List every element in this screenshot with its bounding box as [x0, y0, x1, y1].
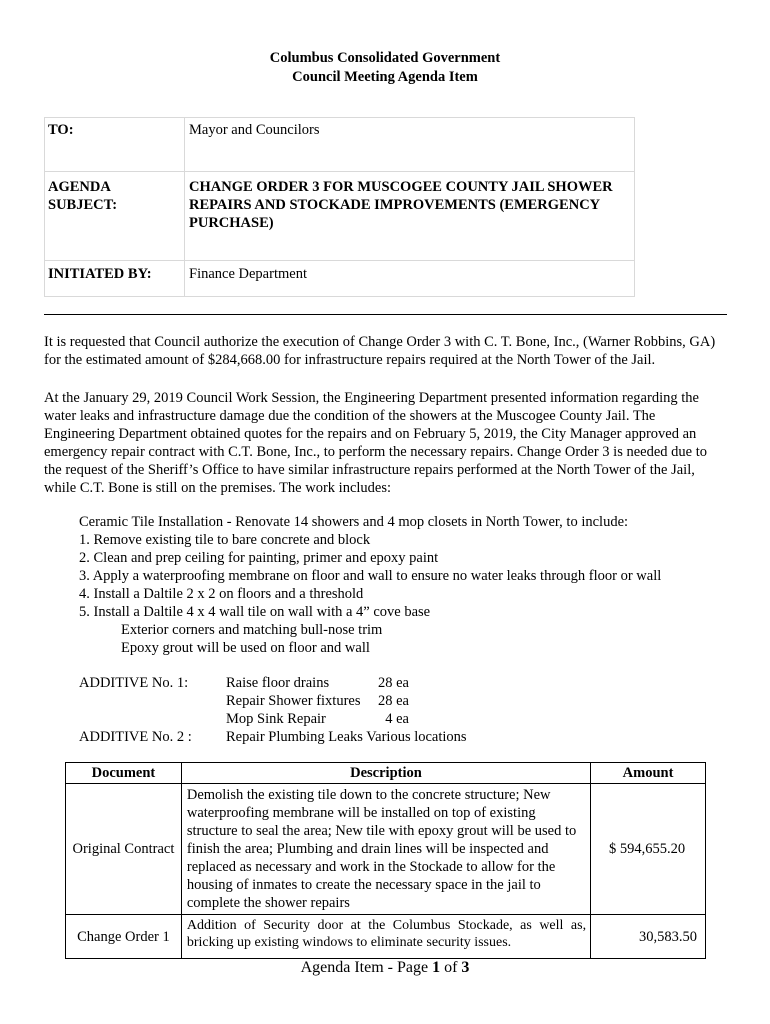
table-row [66, 784, 706, 915]
list-item: 5. Install a Daltile 4 x 4 wall tile on wall with a 4” cove base [79, 604, 431, 620]
row-description: Addition of Security door at the Columbus Stockade, as well as, bricking up existing windows to eliminate security issues. [181, 915, 590, 959]
footer-page-total: 3 [461, 959, 470, 976]
info-row-subject [45, 172, 635, 261]
additive-item-qty: 28 ea [378, 693, 409, 709]
page-footer [0, 958, 770, 978]
additive-1-label: ADDITIVE No. 1: [79, 675, 189, 691]
background-paragraph: At the January 29, 2019 Council Work Session, the Engineering Department presented information regarding the water leaks and infrastructure damage due the condition of the showers at the Muscogee County Jail. The Engineering Department obtained quotes for the repairs and on February 5, 2019, the City Manager approved an emergency repair contract with C.T. Bone, Inc., to perform the necessary repairs. Change Order 3 is needed due to the request of the Sheriff’s Office to have similar infrastructure repairs performed at the North Tower of the Jail, while C.T. Bone is still on the premises. The work includes: [44, 390, 707, 496]
header-description: Description [181, 763, 590, 784]
row-document: Original Contract [66, 784, 182, 915]
cost-table-header [66, 763, 706, 784]
row-description: Demolish the existing tile down to the concrete structure; New waterproofing membrane will be installed on top of existing structure to seal the area; New tile with epoxy grout will be used to finish the area; Plumbing and drain lines will be inspected and replaced as necessary and work in the Stockade to allow for the housing of inmates to create the necessary space in the jail to complete the shower repairs [181, 784, 590, 915]
header-document: Document [66, 763, 182, 784]
document-subtitle: Council Meeting Agenda Item [292, 69, 478, 85]
additive-item-name: Mop Sink Repair [226, 711, 326, 727]
row-amount: $ 594,655.20 [591, 784, 706, 915]
subject-value: CHANGE ORDER 3 FOR MUSCOGEE COUNTY JAIL SHOWER REPAIRS AND STOCKADE IMPROVEMENTS (EMERGENCY PURCHASE) [185, 172, 635, 261]
subject-label: AGENDA SUBJECT: [45, 172, 185, 261]
list-item: 2. Clean and prep ceiling for painting, primer and epoxy paint [79, 550, 439, 566]
list-item: 1. Remove existing tile to bare concrete and block [79, 532, 371, 548]
initiated-label: INITIATED BY: [45, 261, 185, 297]
additive-2-label: ADDITIVE No. 2 : [79, 729, 192, 745]
header-amount: Amount [591, 763, 706, 784]
list-item: 3. Apply a waterproofing membrane on floor and wall to ensure no water leaks through floor or wall [79, 568, 662, 584]
document-title: Columbus Consolidated Government [269, 50, 501, 66]
scope-intro: Ceramic Tile Installation - Renovate 14 showers and 4 mop closets in North Tower, to include: [79, 514, 629, 530]
row-document: Change Order 1 [66, 915, 182, 959]
list-item: 4. Install a Daltile 2 x 2 on floors and a threshold [79, 586, 364, 602]
row-amount: 30,583.50 [591, 915, 706, 959]
section-divider [44, 314, 727, 315]
initiated-value: Finance Department [185, 261, 635, 297]
footer-middle: of [440, 959, 462, 976]
list-sub-item: Epoxy grout will be used on floor and wall [121, 640, 370, 656]
info-row-initiated [45, 261, 635, 297]
request-paragraph: It is requested that Council authorize the execution of Change Order 3 with C. T. Bone, Inc., (Warner Robbins, GA) for the estimated amount of $284,668.00 for infrastructure repairs required at the North Tower of the Jail. [44, 334, 716, 368]
scope-list [79, 513, 739, 657]
to-value: Mayor and Councilors [185, 118, 635, 172]
to-label: TO: [45, 118, 185, 172]
additive-item-qty: 4 ea [385, 711, 409, 727]
additive-2-text: Repair Plumbing Leaks Various locations [226, 729, 467, 745]
additive-item-name: Repair Shower fixtures [226, 693, 361, 709]
info-row-to [45, 118, 635, 172]
table-row [66, 915, 706, 959]
cost-table [65, 762, 706, 959]
footer-page-number: 1 [432, 959, 441, 976]
agenda-info-table [44, 117, 635, 297]
list-sub-item: Exterior corners and matching bull-nose trim [121, 622, 383, 638]
additive-item-qty: 28 ea [378, 675, 409, 691]
additive-item-name: Raise floor drains [226, 675, 330, 691]
footer-prefix: Agenda Item - Page [300, 959, 433, 976]
